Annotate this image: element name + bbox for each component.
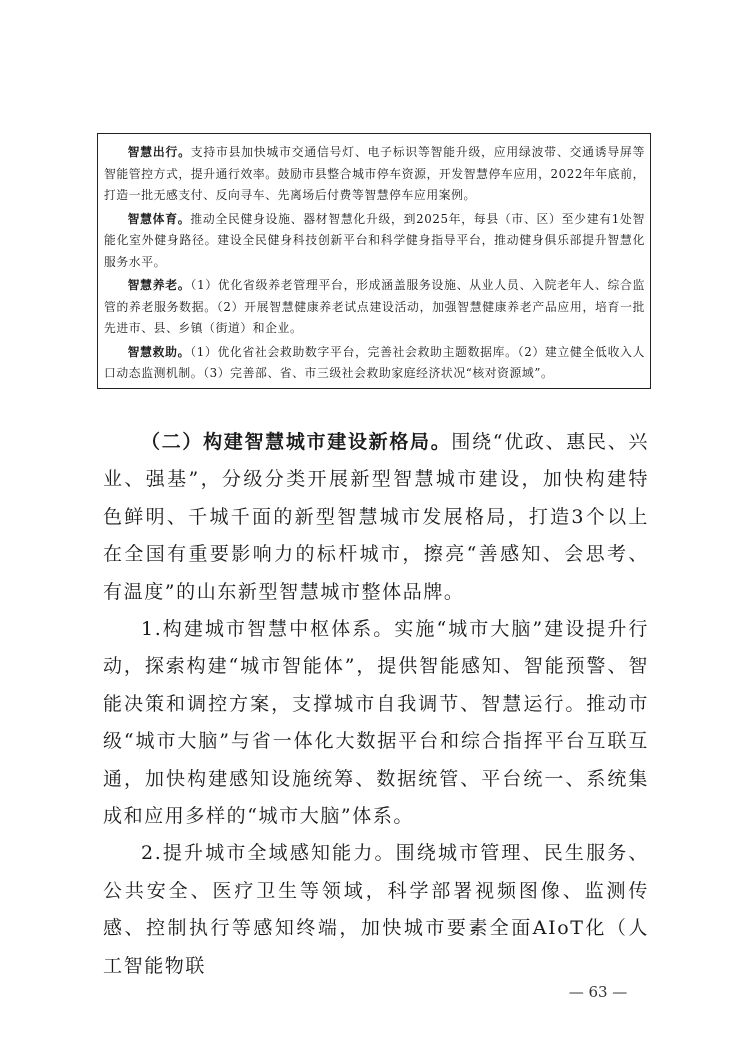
section-title: （二）构建智慧城市建设新格局。: [141, 431, 452, 453]
box-paragraph-title: 智慧体育。: [127, 211, 191, 226]
item-paragraph-2: [103, 835, 649, 985]
box-paragraph: [104, 209, 645, 274]
item1-title: 1.构建城市智慧中枢体系。: [141, 618, 395, 641]
item-paragraph-1: [103, 611, 649, 835]
box-paragraph-text: 推动全民健身设施、器材智慧化升级，到2025年，每县（市、区）至少建有1处智能化室外健身路径。建设全民健身科技创新平台和科学健身指导平台，推动健身俱乐部提升智慧化服务水平。: [104, 211, 645, 269]
box-paragraph-text: 支持市县加快城市交通信号灯、电子标识等智能升级，应用绿波带、交通诱导屏等智能管控方式，提升通行效率。鼓励市县整合城市停车资源，开发智慧停车应用，2022年年底前，打造一批无感支付、反向寻车、先离场后付费等智慧停车应用案例。: [104, 145, 645, 202]
info-box: [97, 133, 651, 389]
item2-title: 2.提升城市全域感知能力。: [141, 842, 396, 865]
box-paragraph: [104, 342, 645, 385]
box-paragraph-title: 智慧出行。: [127, 145, 191, 159]
box-paragraph: [104, 275, 645, 340]
section-text: 围绕“优政、惠民、兴业、强基”，分级分类开展新型智慧城市建设，加快构建特色鲜明、千城千面的新型智慧城市发展格局，打造3个以上在全国有重要影响力的标杆城市，擦亮“善感知、会思考、有温度”的山东新型智慧城市整体品牌。: [103, 431, 649, 603]
box-paragraph-title: 智慧救助。: [127, 344, 191, 359]
page-number: — 63 —: [568, 983, 628, 1001]
body-text: [103, 424, 649, 985]
box-paragraph-title: 智慧养老。: [127, 278, 191, 292]
item2-text: 围绕城市管理、民生服务、公共安全、医疗卫生等领域，科学部署视频图像、监测传感、控制执行等感知终端，加快城市要素全面AIoT化（人工智能物联: [103, 842, 649, 977]
box-paragraph-text: （1）优化省级养老管理平台，形成涵盖服务设施、从业人员、入院老年人、综合监管的养老服务数据。（2）开展智慧健康养老试点建设活动，加强智慧健康养老产品应用，培育一批先进市、县、乡镇（街道）和企业。: [104, 278, 645, 335]
section-paragraph: [103, 424, 649, 611]
item1-text: 实施“城市大脑”建设提升行动，探索构建“城市智能体”，提供智能感知、智能预警、智能决策和调控方案，支撑城市自我调节、智慧运行。推动市级“城市大脑”与省一体化大数据平台和综合指挥平台互联互通，加快构建感知设施统筹、数据统管、平台统一、系统集成和应用多样的“城市大脑”体系。: [103, 618, 649, 828]
box-paragraph: [104, 142, 645, 207]
box-paragraph-text: （1）优化省社会救助数字平台，完善社会救助主题数据库。（2）建立健全低收入人口动态监测机制。（3）完善部、省、市三级社会救助家庭经济状况“核对资源域”。: [104, 344, 645, 380]
